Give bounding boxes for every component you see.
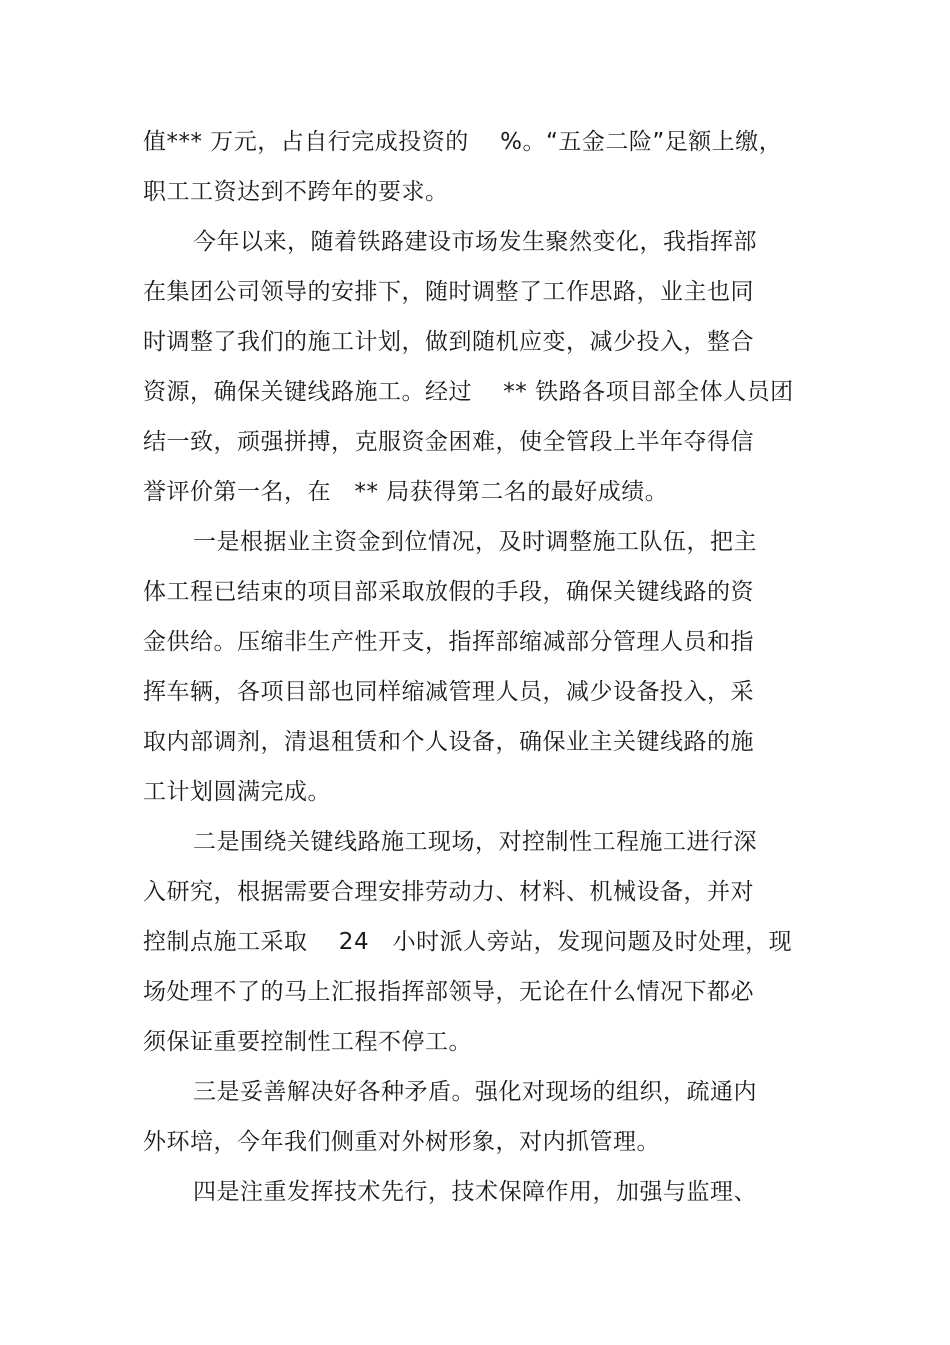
- paragraph-first-line: 三是妥善解决好各种矛盾。强化对现场的组织，疏通内: [193, 1079, 757, 1105]
- text-line: 工计划圆满完成。: [143, 779, 331, 805]
- text-line: 值*** 万元，占自行完成投资的 %。“五金二险”足额上缴，: [143, 129, 783, 155]
- text-line: 控制点施工采取 24 小时派人旁站，发现问题及时处理，现: [143, 929, 793, 955]
- text-line: 在集团公司领导的安排下，随时调整了工作思路，业主也同: [143, 279, 754, 305]
- text-line: 资源，确保关键线路施工。经过 ** 铁路各项目部全体人员团: [143, 379, 794, 405]
- text-line: 挥车辆，各项目部也同样缩减管理人员，减少设备投入，采: [143, 679, 754, 705]
- text-line: 入研究，根据需要合理安排劳动力、材料、机械设备，并对: [143, 879, 754, 905]
- text-line: 金供给。压缩非生产性开支，指挥部缩减部分管理人员和指: [143, 629, 754, 655]
- text-line: 须保证重要控制性工程不停工。: [143, 1029, 472, 1055]
- text-line: 誉评价第一名，在 ** 局获得第二名的最好成绩。: [143, 479, 669, 505]
- paragraph-first-line: 一是根据业主资金到位情况，及时调整施工队伍，把主: [193, 529, 757, 555]
- text-line: 时调整了我们的施工计划，做到随机应变，减少投入，整合: [143, 329, 754, 355]
- paragraph-first-line: 四是注重发挥技术先行，技术保障作用，加强与监理、: [193, 1179, 757, 1205]
- paragraph-first-line: 二是围绕关键线路施工现场，对控制性工程施工进行深: [193, 829, 757, 855]
- text-line: 职工工资达到不跨年的要求。: [143, 179, 449, 205]
- text-line: 外环培，今年我们侧重对外树形象，对内抓管理。: [143, 1129, 660, 1155]
- text-line: 取内部调剂，清退租赁和个人设备，确保业主关键线路的施: [143, 729, 754, 755]
- paragraph-first-line: 今年以来，随着铁路建设市场发生聚然变化，我指挥部: [193, 229, 757, 255]
- text-line: 场处理不了的马上汇报指挥部领导，无论在什么情况下都必: [143, 979, 754, 1005]
- text-line: 结一致，顽强拼搏，克服资金困难，使全管段上半年夺得信: [143, 429, 754, 455]
- text-line: 体工程已结束的项目部采取放假的手段，确保关键线路的资: [143, 579, 754, 605]
